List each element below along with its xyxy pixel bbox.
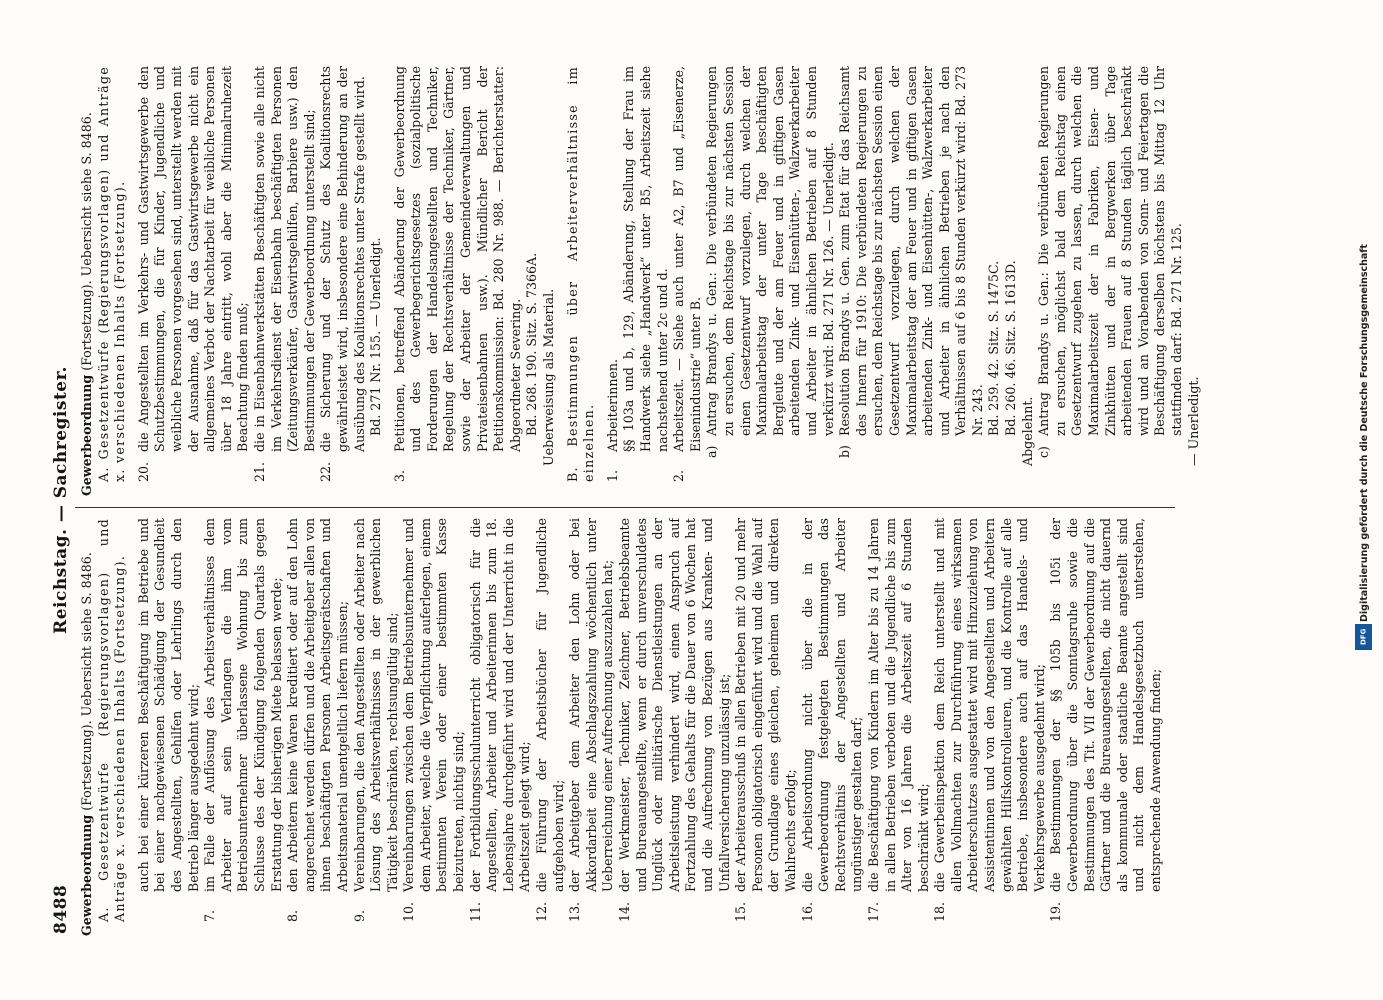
right-entry: 22.die Sicherung und der Schutz des Koalitionsrechts gewährleistet wird, insbesondere eine Behinderung an der Ausübung des Koalitionsrechtes unter Strafe gestellt wird. [318, 66, 367, 482]
left-entry: 17.die Beschäftigung von Kindern im Alter bis zu 14 Jahren in allen Betrieben verboten und die Jugendliche bis zum Alter von 16 Jahren die Arbeitszeit auf 6 Stunden beschränkt wird; [865, 518, 931, 922]
left-entry: 8.den Arbeitern keine Waren kreditiert oder auf den Lohn angerechnet werden dürfen und die Arbeitgeber allen von ihnen beschäftigten Personen Arbeitsgerätschaften und Arbeitsmaterial unentgeltlich liefern müssen; [285, 518, 350, 922]
left-entry: 18.die Gewerbeinspektion dem Reich unterstellt und mit allen Vollmachten zur Durchführung eines wirksamen Arbeiterschutzes ausgestattet wird mit Hinzuziehung von Assistentinnen und von den Angestellten und Arbeitern gewählten Hilfskontrolleuren, und die Kontrolle auf alle Betriebe, insbesondere auch auf das Handels- und Verkehrsgewerbe ausgedehnt wird; [932, 518, 1047, 922]
b-entry: §§ 103a und b, 129, Abänderung, Stellung der Frau im Handwerk siehe „Handwerk“ unter B5, Arbeitszeit siehe nachstehend unter 2c und d. [621, 66, 670, 452]
volume-reference: Bd. 271 Nr. 155. — Unerledigt. [368, 237, 384, 436]
column-divider [75, 507, 1175, 508]
volume-reference: Bd. 268. 190. Sitz. S. 7366A. [524, 252, 540, 436]
left-entry: 16.die Arbeitsordnung nicht über die in der Gewerbeordnung festgelegten Bestimmungen das Rechtsverhältnis der Angestellten und Arbeiter ungünstiger gestalten darf; [799, 518, 865, 922]
running-head: Reichstag. — Sachregister. [51, 366, 71, 634]
page-number: 8488 [51, 884, 71, 934]
left-entry: 10.Vereinbarungen zwischen dem Betriebsunternehmer und dem Arbeiter, welche die Verpflichtung auferlegen, einem bestimmten Verein oder einer bestimmten Kasse beizutreten, nichtig sind; [401, 518, 467, 922]
left-heading-keyword: Gewerbeordnung [79, 814, 94, 936]
left-entry: 7.im Falle der Auflösung des Arbeitsverhältnisses dem Arbeiter auf sein Verlangen die ihm vom Betriebsunternehmer überlassene Wohnung bis zum Schlusse des der Kündigung folgenden Quartals gegen Erstattung der bisherigen Miete belassen werde; [202, 518, 284, 922]
digitization-credit [1355, 12, 1381, 652]
left-subheading: A. Gesetzentwürfe (Regierungsvorlagen) und Anträge x. verschiedenen Inhalts (Fortsetzung). [95, 518, 128, 922]
sub-entry: a)Antrag Brandys u. Gen.: Die verbündeten Regierungen zu ersuchen, dem Reichstage bis zur nächsten Session einen Gesetzentwurf vorzulegen, durch welchen der Maximalarbeitstag der unter Tage beschäftigten Bergleute und der am Feuer und in giftigen Gasen arbeitenden Zink- und Eisenhütten-, Walzwerkarbeiter und Arbeiter in ähnlichen Betrieben auf 8 Stunden verkürzt wird: Bd. 271 Nr. 126. — Unerledigt. [704, 66, 836, 458]
b-entry: 2.Arbeitszeit. — Siehe auch unter A2, B7 und „Eisenerze, Eisenindustrie“ unter B. [671, 66, 703, 482]
right-heading [79, 66, 96, 496]
right-subheading: A. Gesetzentwürfe (Regierungsvorlagen) und Anträge x. verschiedenen Inhalts (Fortsetzung). [95, 66, 128, 482]
digitization-credit-text: Digitalisierung gefördert durch die Deutsche Forschungsgemeinschaft [1359, 244, 1370, 622]
section-b-heading: B. Bestimmungen über Arbeiterverhältnisse im einzelnen. [564, 66, 597, 482]
disposition-note: Ueberweisung als Material. [541, 288, 557, 466]
right-entry: 3.Petitionen, betreffend Abänderung der Gewerbeordnung und des Gewerbegerichtsgesetzes (sozialpolitische Forderungen der Handelsangestellten und Techniker, Regelung der Rechtsverhältnisse der Techniker, Gärtner, sowie der Arbeiter der Gemeindeverwaltungen und Privateisenbahnen usw.). Mündlicher Bericht der Petitionskommission: Bd. 280 Nr. 988. — Berichterstatter: Abgeordneter Severing. [391, 66, 523, 482]
rotated-page [47, 60, 1307, 940]
left-entry: 11.der Fortbildungsschulunterricht obligatorisch für die Angestellten, Arbeiter und Arbeiterinnen bis zum 18. Lebensjahre durchgeführt wird und der Unterricht in die Arbeitszeit gelegt wird; [467, 518, 533, 922]
volume-reference: Bd. 259. 42. Sitz. S. 1475C. [986, 260, 1002, 436]
right-entry: 20.die Angestellten im Verkehrs- und Gastwirtsgewerbe den Schutzbestimmungen, die für Kinder, Jugendliche und weibliche Personen vorgesehen sind, unterstellt werden mit der Ausnahme, daß für das Gastwirtsgewerbe nicht ein allgemeines Verbot der Nachtarbeit für weibliche Personen über 18 Jahre eintritt, wohl aber die Minimalruhezeit Beachtung finden muß; [135, 66, 251, 482]
right-entry: 21.die in Eisenbahnwerkstätten Beschäftigten sowie alle nicht im Verkehrsdienst der Eisenbahn beschäftigten Personen (Zeitungsverkäufer, Gastwirtsgehilfen, Barbiere usw.) den Bestimmungen der Gewerbeordnung unterstellt sind; [251, 66, 317, 482]
left-entry: 15.der Arbeiterausschuß in allen Betrieben mit 20 und mehr Personen obligatorisch eingeführt wird und die Wahl auf der Grundlage eines gleichen, geheimen und direkten Wahlrechts erfolgt; [733, 518, 798, 922]
page-header [47, 60, 77, 940]
right-heading-rest: (Fortsetzung). Uebersicht siehe S. 8486. [79, 112, 94, 375]
disposition-note: Abgelehnt. [1019, 396, 1035, 466]
left-heading [79, 518, 96, 936]
left-entry: 13.der Arbeitgeber dem Arbeiter den Lohn oder bei Akkordarbeit eine Abschlagszahlung wöchentlich unter Ueberreichung einer Aufrechnung auszuzahlen hat; [567, 518, 616, 922]
left-entry: 12.die Führung der Arbeitsbücher für Jugendliche aufgehoben wird; [534, 518, 566, 922]
right-column [79, 66, 1289, 496]
left-entry: auch bei einer kürzeren Beschäftigung im Betriebe und bei einer nachgewiesenen Schädigung der Gesundheit des Angestellten, Gehilfen oder Lehrlings durch den Betrieb länger ausgedehnt wird; [135, 518, 201, 892]
sub-entry: b)Resolution Brandys u. Gen. zum Etat für das Reichsamt des Innern für 1910: Die verbündeten Regierungen zu ersuchen, dem Reichstage bis zur nächsten Session einen Gesetzentwurf vorzulegen, durch welchen der Maximalarbeitstag der am Feuer und in giftigen Gasen arbeitenden Zink- und Eisenhütten-, Walzwerkarbeiter und Arbeiter in ähnlichen Betrieben je nach den Verhältnissen auf 6 bis 8 Stunden verkürzt wird: Bd. 273 Nr. 243. [837, 66, 985, 458]
disposition-note: — Unerledigt. [1185, 376, 1201, 466]
left-column [79, 518, 1289, 936]
left-heading-rest: (Fortsetzung). Uebersicht siehe S. 8486. [79, 552, 94, 815]
b-entry: 1.Arbeiterinnen. [604, 358, 620, 482]
left-entry: 9.Vereinbarungen, die den Angestellten oder Arbeiter nach Lösung des Arbeitsverhältnisses in der gewerblichen Tätigkeit beschränken, rechtsungültig sind; [351, 518, 400, 922]
volume-reference: Bd. 260. 46. Sitz. S. 1613D. [1003, 260, 1019, 436]
right-heading-keyword: Gewerbeordnung [79, 374, 94, 496]
left-entry: 14.der Werkmeister, Techniker, Zeichner, Betriebsbeamte und Bureauangestellte, wenn er durch unverschuldetes Unglück oder militärische Dienstleistungen an der Arbeitsleistung verhindert wird, einen Anspruch auf Fortzahlung des Gehalts für die Dauer von 6 Wochen hat und die Aufrechnung von Bezügen aus Kranken- und Unfallversicherung unzulässig ist; [617, 518, 732, 922]
dfg-logo-icon: DFG [1355, 624, 1372, 650]
left-entry: 19.die Bestimmungen der §§ 105b bis 105i der Gewerbeordnung über die Sonntagsruhe sowie die Bestimmungen des Tit. VII der Gewerbeordnung auf die Gärtner und die Bureauangestellten, die nicht dauernd als kommunale oder staatliche Beamte angestellt sind und nicht dem Handelsgesetzbuch unterstehen, entsprechende Anwendung finden; [1048, 518, 1163, 922]
sub-entry: c)Antrag Brandys u. Gen.: Die verbündeten Regierungen zu ersuchen, möglichst bald dem Reichstag einen Gesetzentwurf zugehen zu lassen, durch welchen die Maximalarbeitszeit der in Fabriken, Eisen- und Zinkhütten und der in Bergwerken über Tage arbeitenden Frauen auf 8 Stunden täglich beschränkt wird und an Vorabenden von Sonn- und Feiertagen die Beschäftigung derselben höchstens bis Mittag 12 Uhr stattfinden darf: Bd. 271 Nr. 125. [1036, 66, 1184, 458]
